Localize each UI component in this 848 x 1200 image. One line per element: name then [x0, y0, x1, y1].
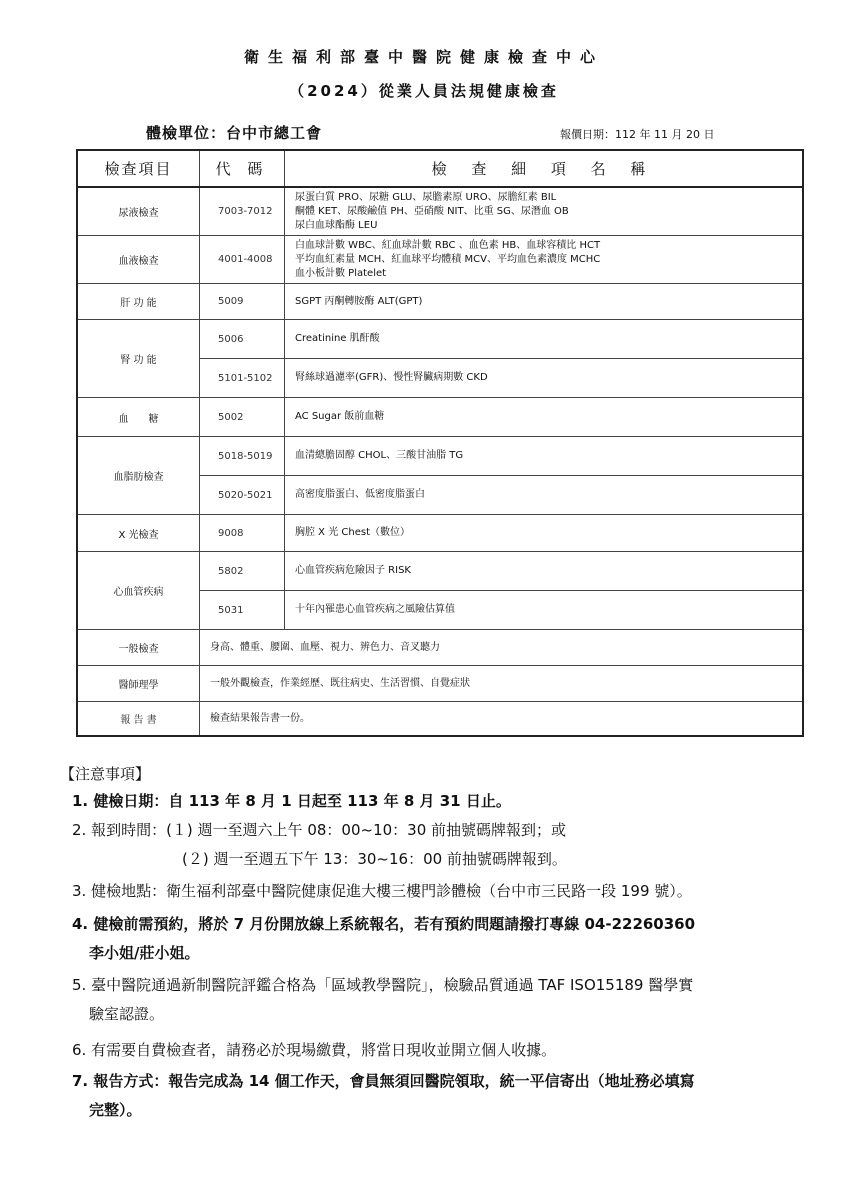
detail-cell: Creatinine 肌酐酸 [285, 320, 804, 359]
header-detail: 檢 查 細 項 名 稱 [285, 150, 804, 187]
detail-cell [285, 236, 804, 284]
note-continuation: (２) 週一至週五下午 13：30~16：00 前抽號碼牌報到。 [182, 850, 567, 868]
table-row [77, 437, 803, 476]
header-item: 檢查項目 [77, 150, 200, 187]
item-urine: 尿液檢查 [77, 187, 200, 236]
table-row [77, 702, 803, 737]
table-row [77, 398, 803, 437]
detail-cell: 十年內罹患心血管疾病之風險估算值 [285, 591, 804, 630]
code-cell: 5002 [200, 398, 285, 437]
item-glucose: 血 糖 [77, 398, 200, 437]
note-item [72, 971, 832, 1029]
note-item [72, 910, 832, 968]
table-header-row [77, 150, 803, 187]
table-row [77, 187, 803, 236]
item-lipid: 血脂肪檢查 [77, 437, 200, 515]
note-item [72, 877, 832, 906]
item-physical: 醫師理學 [77, 666, 200, 702]
report-date: 報價日期：112 年 11 月 20 日 [560, 128, 715, 141]
note-continuation: 完整）。 [89, 1101, 142, 1119]
code-cell: 5802 [200, 552, 285, 591]
detail-cell: 胸腔 X 光 Chest（數位） [285, 515, 804, 552]
note-item [72, 816, 832, 874]
detail-cell: 腎絲球過濾率(GFR)、慢性腎臟病期數 CKD [285, 359, 804, 398]
detail-cell: SGPT 丙酮轉胺酶 ALT(GPT) [285, 284, 804, 320]
note-item [72, 1067, 832, 1125]
table-row [77, 515, 803, 552]
note-text: 2. 報到時間：(１) 週一至週六上午 08：00~10：30 前抽號碼牌報到；或 [72, 821, 567, 839]
header-code: 代 碼 [200, 150, 285, 187]
code-cell: 5009 [200, 284, 285, 320]
table-row [77, 552, 803, 591]
code-cell: 4001-4008 [200, 236, 285, 284]
code-cell: 7003-7012 [200, 187, 285, 236]
table-row [77, 630, 803, 666]
document-title: 衛生福利部臺中醫院健康檢查中心 [243, 48, 604, 66]
detail-line: 尿白血球酯酶 LEU [295, 219, 378, 231]
note-text: 1. 健檢日期：自 113 年 8 月 1 日起至 113 年 8 月 31 日止。 [72, 792, 511, 810]
item-report: 報 告 書 [77, 702, 200, 737]
detail-cell: 身高、體重、腰圍、血壓、視力、辨色力、音叉聽力 [200, 630, 804, 666]
detail-line: 尿蛋白質 PRO、尿糖 GLU、尿膽素原 URO、尿膽紅素 BIL [295, 191, 557, 203]
note-text: 4. 健檢前需預約，將於 7 月份開放線上系統報名，若有預約問題請撥打專線 04-22260360 [72, 915, 696, 933]
notes-title: 【注意事項】 [60, 765, 151, 783]
item-kidney: 腎 功 能 [77, 320, 200, 398]
code-cell: 5101-5102 [200, 359, 285, 398]
note-item [72, 787, 832, 816]
item-liver: 肝 功 能 [77, 284, 200, 320]
detail-line: 平均血紅素量 MCH、紅血球平均體積 MCV、平均血色素濃度 MCHC [295, 253, 601, 265]
code-cell: 5031 [200, 591, 285, 630]
note-text: 7. 報告方式：報告完成為 14 個工作天，會員無須回醫院領取，統一平信寄出（地址務必填寫 [72, 1072, 695, 1090]
detail-cell: 高密度脂蛋白、低密度脂蛋白 [285, 476, 804, 515]
note-item [72, 1036, 832, 1065]
code-cell: 5020-5021 [200, 476, 285, 515]
detail-cell [285, 187, 804, 236]
note-continuation: 李小姐/莊小姐。 [89, 944, 200, 962]
table-row [77, 284, 803, 320]
document-subtitle: （2024）從業人員法規健康檢查 [289, 82, 559, 100]
detail-cell: AC Sugar 飯前血糖 [285, 398, 804, 437]
item-cardio: 心血管疾病 [77, 552, 200, 630]
detail-line: 血小板計數 Platelet [295, 267, 387, 279]
detail-line: 酮體 KET、尿酸鹼值 PH、亞硝酸 NIT、比重 SG、尿潛血 OB [295, 205, 569, 217]
exam-unit: 體檢單位：台中市總工會 [146, 124, 323, 142]
code-cell: 5018-5019 [200, 437, 285, 476]
detail-line: 白血球計數 WBC、紅血球計數 RBC 、血色素 HB、血球容積比 HCT [295, 239, 601, 251]
detail-cell: 檢查結果報告書一份。 [200, 702, 804, 737]
item-xray: X 光檢查 [77, 515, 200, 552]
exam-items-table [76, 149, 804, 737]
note-text: 6. 有需要自費檢查者，請務必於現場繳費，將當日現收並開立個人收據。 [72, 1041, 557, 1059]
table-row [77, 666, 803, 702]
detail-cell: 血清總膽固醇 CHOL、三酸甘油脂 TG [285, 437, 804, 476]
table-row [77, 236, 803, 284]
item-general: 一般檢查 [77, 630, 200, 666]
code-cell: 5006 [200, 320, 285, 359]
note-text: 3. 健檢地點：衛生福利部臺中醫院健康促進大樓三樓門診體檢（台中市三民路一段 199 號）。 [72, 882, 692, 900]
note-continuation: 驗室認證。 [89, 1005, 165, 1023]
code-cell: 9008 [200, 515, 285, 552]
table-row [77, 320, 803, 359]
detail-cell: 一般外觀檢查，作業經歷、既往病史、生活習慣、自覺症狀 [200, 666, 804, 702]
item-blood: 血液檢查 [77, 236, 200, 284]
note-text: 5. 臺中醫院通過新制醫院評鑑合格為「區域教學醫院」，檢驗品質通過 TAF ISO15189 醫學實 [72, 976, 694, 994]
detail-cell: 心血管疾病危險因子 RISK [285, 552, 804, 591]
